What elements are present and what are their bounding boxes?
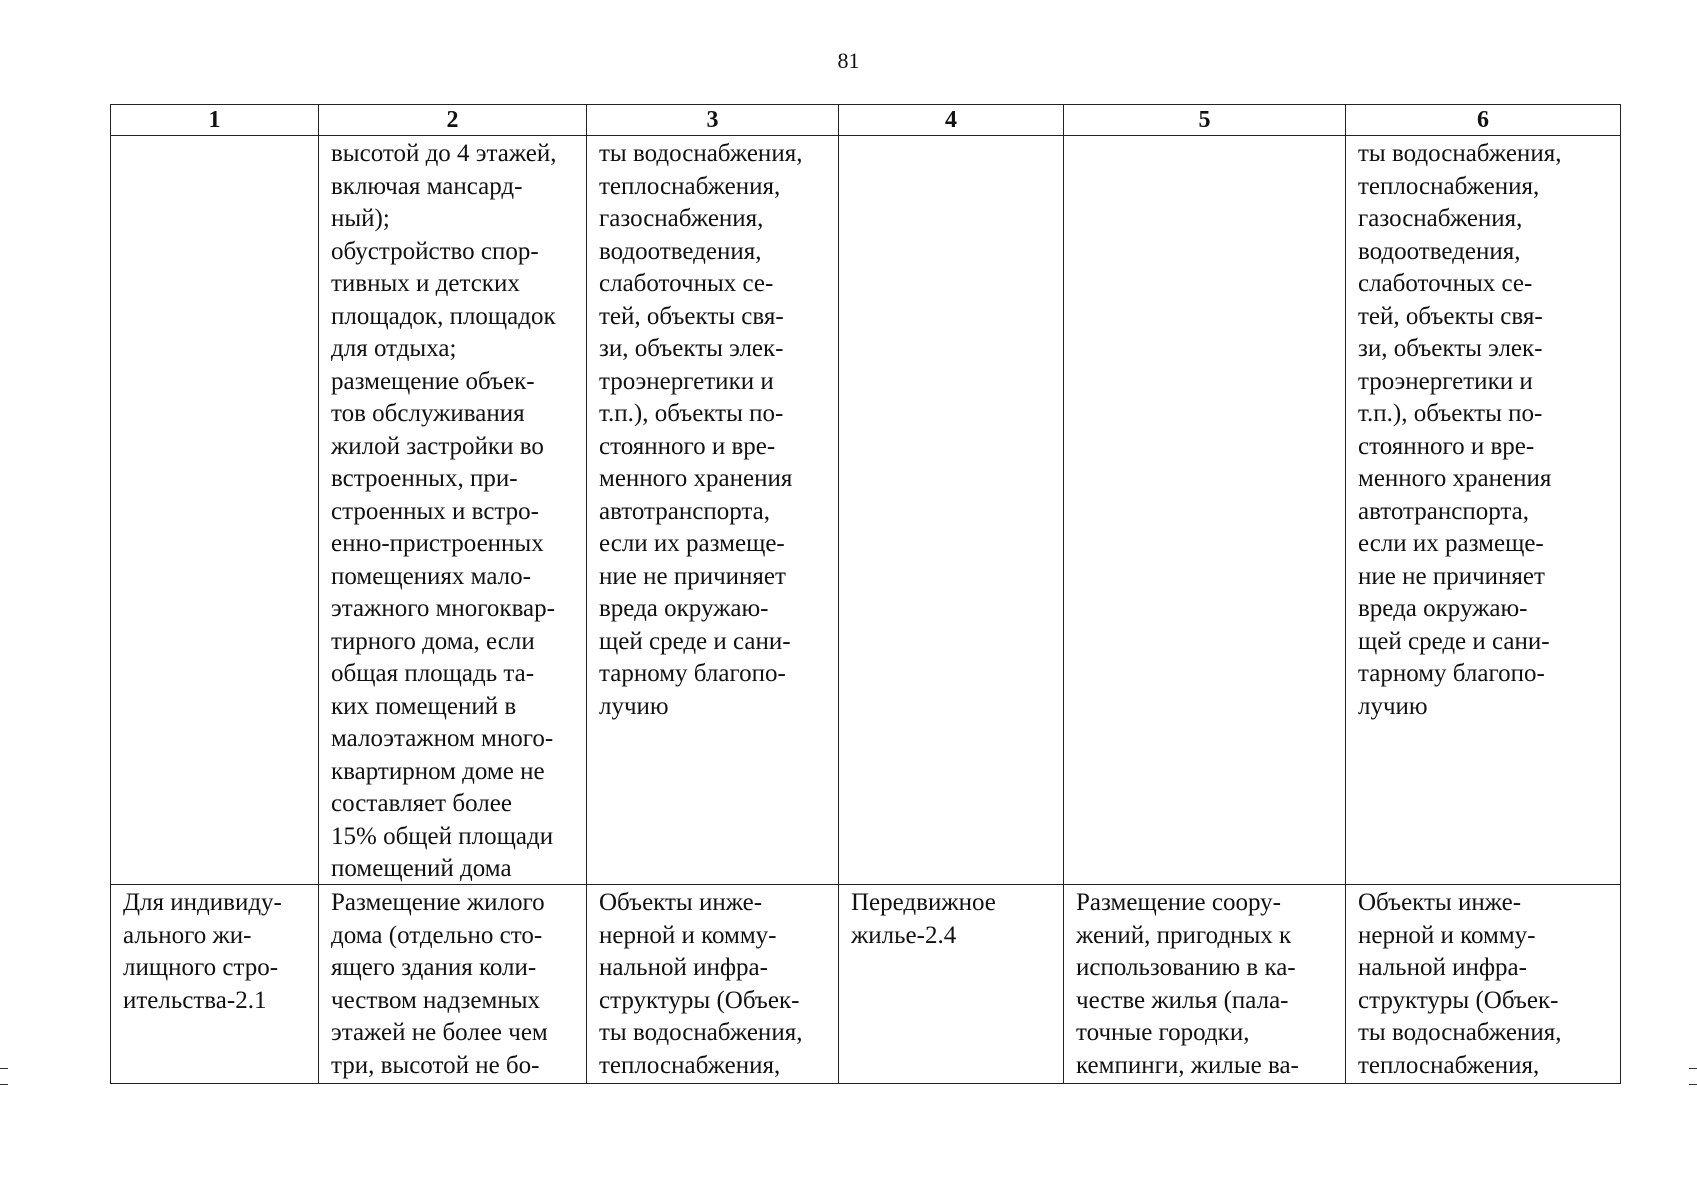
table-cell [1346,136,1621,885]
cell-text: Объекты инже- нерной и комму- нальной инфра- структуры (Объек- ты водоснабжения, теплоснабжения, [599,889,803,1079]
table-cell [1346,885,1621,1084]
table-row [111,136,1621,885]
column-header-3: 3 [587,105,839,136]
cell-text: высотой до 4 этажей, включая мансард- ный); обустройство спор- тивных и детских площадок, площадок для отдыха; размещение объек- тов обслуживания жилой застройки во встроенных, при- строенных и встро- енно-пристроенных помещениях мало- этажного многоквар- тирного дома, если общая площадь та- ких помещений в малоэтажном много- квартирном доме не составляет более 15% общей площади помещений дома [331,140,557,882]
table-cell [1064,136,1346,885]
table-cell [111,136,319,885]
table-cell [111,885,319,1084]
table-cell [839,136,1064,885]
land-use-table [110,104,1621,1084]
cell-text: ты водоснабжения, теплоснабжения, газоснабжения, водоотведения, слаботочных се- тей, объекты свя- зи, объекты элек- троэнергетики и т.п.), объекты по- стоянного и вре- менного хранения автотранспорта, если их размеще- ние не причиняет вреда окружаю- щей среде и сани- тарному благопо- лучию [599,140,803,720]
left-edge-mark [0,1084,8,1085]
table-header-row [111,105,1621,136]
table-cell [319,885,587,1084]
column-header-1: 1 [111,105,319,136]
cell-text: ты водоснабжения, теплоснабжения, газоснабжения, водоотведения, слаботочных се- тей, объекты свя- зи, объекты элек- троэнергетики и т.п.), объекты по- стоянного и вре- менного хранения автотранспорта, если их размеще- ние не причиняет вреда окружаю- щей среде и сани- тарному благопо- лучию [1358,140,1562,720]
column-header-5: 5 [1064,105,1346,136]
page-number: 81 [837,48,860,73]
table-cell [1064,885,1346,1084]
cell-text: Размещение жилого дома (отдельно сто- ящего здания коли- чеством надземных этажей не более чем три, высотой не бо- [331,889,548,1079]
table-cell [319,136,587,885]
cell-text: Для индивиду- ального жи- лищного стро- ительства-2.1 [123,889,282,1014]
table-cell [839,885,1064,1084]
table-cell [587,136,839,885]
column-header-6: 6 [1346,105,1621,136]
right-edge-mark [1689,1084,1697,1085]
column-header-4: 4 [839,105,1064,136]
cell-text: Объекты инже- нерной и комму- нальной инфра- структуры (Объек- ты водоснабжения, теплоснабжения, [1358,889,1562,1079]
table-row [111,885,1621,1084]
right-edge-mark [1689,1068,1697,1069]
cell-text: Передвижное жилье-2.4 [851,889,996,949]
table-cell [587,885,839,1084]
left-edge-mark [0,1068,8,1069]
column-header-2: 2 [319,105,587,136]
cell-text: Размещение соору- жений, пригодных к использованию в ка- честве жилья (пала- точные городки, кемпинги, жилые ва- [1076,889,1299,1079]
